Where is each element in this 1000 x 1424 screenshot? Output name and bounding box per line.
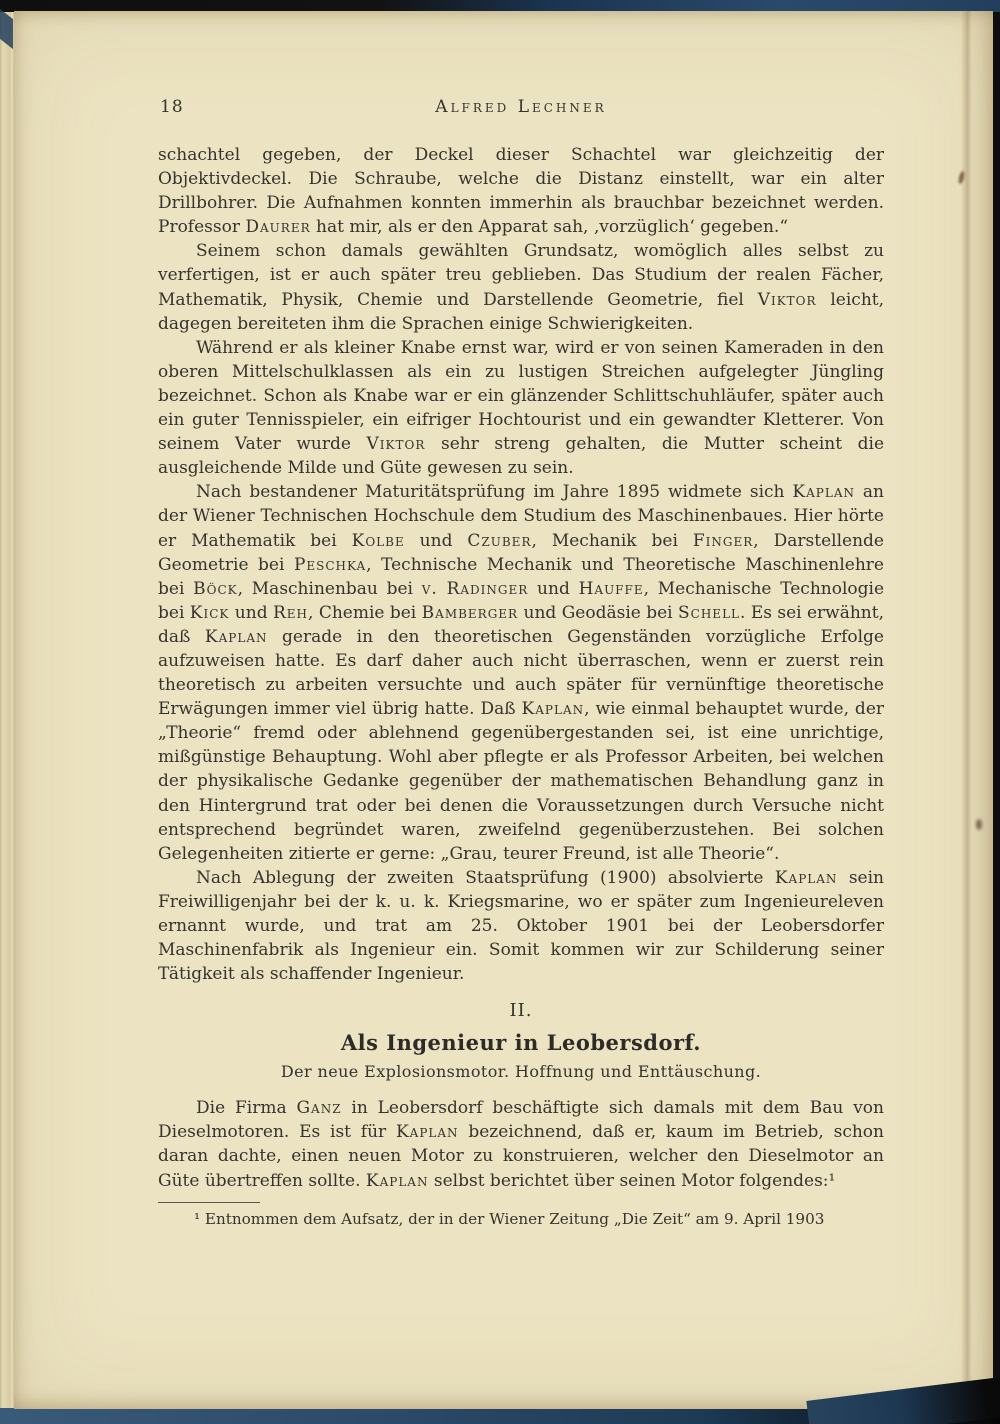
paragraph: Die Firma Ganz in Leobersdorf beschäftigte sich damals mit dem Bau von Dieselmotoren. Es ist für Kaplan bezeichnend, daß er, kaum im Betrieb, schon daran dachte, einen neuen Motor zu konstruieren, welcher den Dieselmotor an Güte übertreffen sollte. Kaplan selbst berichtet über seinen Motor folgendes:¹ [158,1098,884,1191]
book-page [14,11,993,1409]
paragraph: schachtel gegeben, der Deckel dieser Schachtel war gleichzeitig der Objektivdeckel. Die Schraube, welche die Distanz einstellt, war ein alter Drillbohrer. Die Aufnahmen konnten immerhin als brauchbar bezeichnet werden. Professor Daurer hat mir, als er den Apparat sah, ‚vorzüglich‘ gegeben.“ [158,145,884,238]
page-number: 18 [160,97,184,117]
paragraph: Während er als kleiner Knabe ernst war, wird er von seinen Kameraden in den oberen Mittelschulklassen als ein zu lustigen Streichen aufgelegter Jüngling bezeichnet. Schon als Knabe war er ein glänzender Schlittschuhläufer, später auch ein guter Tennisspieler, ein eifriger Hochtourist und ein gewandter Kletterer. Von seinem Vater wurde Viktor sehr streng gehalten, die Mutter scheint die ausgleichende Milde und Güte gewesen zu sein. [158,337,884,479]
paragraph: Nach Ablegung der zweiten Staatsprüfung (1900) absolvierte Kaplan sein Freiwilligenjahr bei der k. u. k. Kriegsmarine, wo er später zum Ingenieureleven ernannt wurde, und trat am 25. Oktober 1901 bei der Leobersdorfer Maschinenfabrik als Ingenieur ein. Somit kommen wir zur Schilderung seiner Tätigkeit als schaffender Ingenieur. [158,867,884,985]
scan-speck [976,819,982,830]
paragraph: Seinem schon damals gewählten Grundsatz, womöglich alles selbst zu verfertigen, ist er auch später treu geblieben. Das Studium der realen Fächer, Mathematik, Physik, Chemie und Darstellende Geometrie, fiel Viktor leicht, dagegen bereiteten ihm die Sprachen einige Schwierigkeiten. [158,241,885,334]
paragraph: Nach bestandener Maturitätsprüfung im Jahre 1895 widmete sich Kaplan an der Wiener Technischen Hochschule dem Studium des Maschinenbaues. Hier hörte er Mathematik bei Kolbe und Czuber, Mechanik bei Finger, Darstellende Geometrie bei Peschka, Technische Mechanik und Theoretische Maschinenlehre bei Böck, Maschinenbau bei v. Radinger und Hauffe, Mechanische Technologie bei Kick und Reh, Chemie bei Bamberger und Geodäsie bei Schell. Es sei erwähnt, daß Kaplan gerade in den theoretischen Gegenständen vorzügliche Erfolge aufzuweisen hatte. Es darf daher auch nicht überraschen, wenn er zuerst rein theoretisch zu arbeiten versuchte und auch später für vernünftige theoretische Erwägungen immer viel übrig hatte. Daß Kaplan, wie einmal behauptet wurde, der „Theorie“ fremd oder ablehnend gegenübergestanden sei, ist eine unrichtige, mißgünstige Behauptung. Wohl aber pflegte er als Professor Arbeiten, bei welchen der physikalische Gedanke gegenüber der mathematischen Behandlung ganz in den Hintergrund trat oder bei denen die Voraussetzungen durch Versuche nicht entsprechend begründet waren, zweifelnd gegenüberzustehen. Bei solchen Gelegenheiten zitierte er gerne: „Grau, teurer Freund, ist alle Theorie“. [158,482,885,864]
section-numeral: II. [509,1000,533,1022]
page-fold-line [961,11,972,1409]
page-header [158,97,884,117]
text-block [158,143,884,1230]
footnote-rule [158,1202,260,1203]
section-title: Als Ingenieur in Leobersdorf. [340,1030,702,1056]
running-header: Alfred Lechner [435,97,607,117]
section-subtitle: Der neue Explosionsmotor. Hoffnung und Enttäuschung. [280,1062,762,1082]
paragraph-block [158,143,884,986]
paragraph-block [158,1096,884,1192]
footnote: ¹ Entnommen dem Aufsatz, der in der Wiener Zeitung „Die Zeit“ am 9. April 1903 [194,1209,825,1228]
